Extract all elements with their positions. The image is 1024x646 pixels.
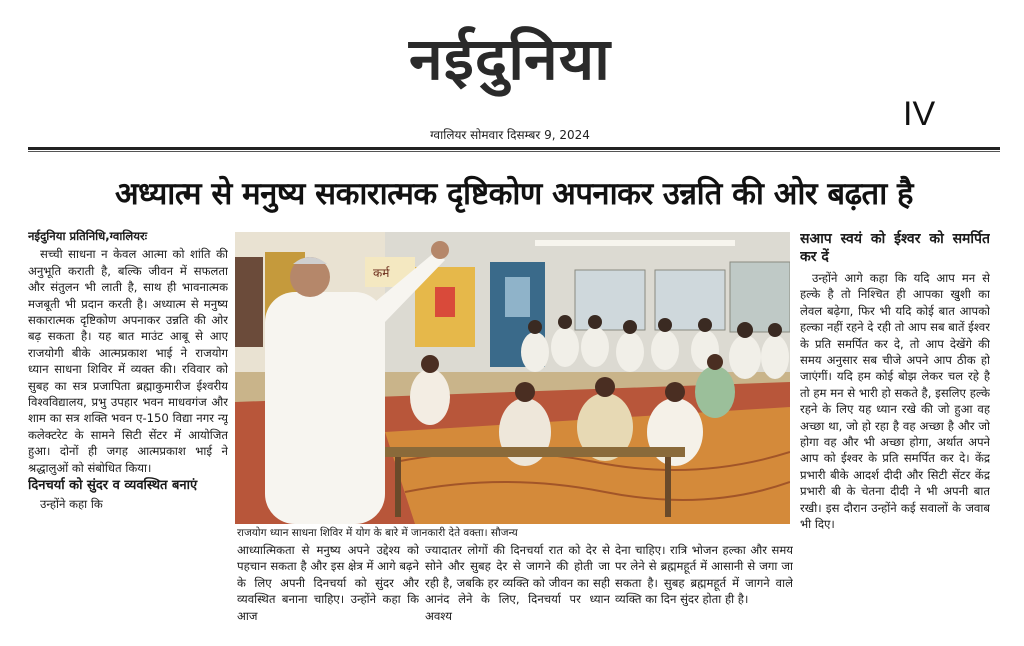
masthead: नईदुनिया — [409, 25, 611, 93]
column-3b-paragraph: देना चाहिए। रात्रि भोजन हल्का और समय पर लेने से ब्रह्ममहूर्त में आसानी से जगा जा सकता है। सुबह ब्रह्ममहूर्त में जागने वाले व्यक्ति का दिन सुंदर होता ही है। — [615, 543, 793, 607]
column-1-subhead: दिनचर्या को सुंदर व व्यवस्थित बनाएं — [28, 478, 198, 494]
byline: नईदुनिया प्रतिनिधि,ग्वालियरः — [28, 229, 148, 243]
column-2-paragraph: आध्यात्मिकता से मनुष्य अपने उद्देश्य को पहचान सकता है और इस क्षेत्र में आगे बढ़ने के लिए अपनी दिनचर्या को सुंदर और व्यवस्थित बनाना चाहिए। उन्होंने कहा कि आज — [237, 543, 419, 623]
dateline: ग्वालियर सोमवार दिसम्बर 9, 2024 — [430, 128, 590, 142]
column-2 — [237, 542, 419, 642]
masthead-rule — [28, 147, 1000, 150]
column-3-paragraph: ज्यादातर लोगों की दिनचर्या रात को देर से सोने और सुबह देर से जागने की होती जा रही है, जबकि हर व्यक्ति को जीवन का सही आनंद लेने के लिए, दिनचर्या पर ध्यान अवश्य — [425, 543, 610, 623]
column-1-paragraph-2: उन्होंने कहा कि — [40, 497, 103, 512]
column-1 — [28, 228, 228, 646]
news-photo — [235, 232, 790, 524]
page-number: IV — [903, 95, 936, 133]
column-3b — [615, 542, 793, 642]
photo-wall-text: कर्म — [373, 266, 390, 280]
column-3 — [425, 542, 610, 642]
column-4 — [800, 228, 990, 638]
column-4-subhead: सआप स्वयं को ईश्वर को समर्पित कर दें — [800, 231, 990, 265]
column-4-paragraph: उन्होंने आगे कहा कि यदि आप मन से हल्के है तो निश्चित ही आपका खुशी का लेवल बढ़ेगा, फिर भी यदि कोई बात आपको हल्का नहीं रहने दे रही तो आप सब बातें ईश्वर के प्रति समर्पित कर दे, तो आप देखेंगे की समय अनुसार सब चीजे अपने आप ठीक हो जाएंगीं। यदि हम कोई बोझ लेकर चल रहे है तो हम मन से भारी हो सकते है, इसलिए हल्के रहने के लिए यह ध्यान रखे की जो हुआ वह अच्छा था, जो हो रहा है वह अच्छा है और जो होगा वह और भी अच्छा होगा, अर्थात अपने आप को ईश्वर के प्रति समर्पित कर दे। केंद्र प्रभारी बीके आदर्श दीदी और सिटी सेंटर केंद्र प्रभारी बी के चेतना दीदी ने भी अपनी बात रखी। इस दौरान उन्होंने कई सवालों के जवाब भी दिए। — [800, 271, 990, 532]
photo-caption: राजयोग ध्यान साधना शिविर में योग के बारे में जानकारी देते वक्ता। सौजन्य — [237, 527, 518, 539]
column-1-paragraph-1: सच्ची साधना न केवल आत्मा को शांति की अनुभूति कराती है, बल्कि जीवन में सफलता और संतुलन भी लाती है, साथ ही भावनात्मक मजबूती भी प्रदान करती है। अध्यात्म से मनुष्य सकारात्मक दृष्टिकोण अपनाकर उन्नति की ओर बढ़ सकता है। यह बात माउंट आबू से आए राजयोगी बीके आत्मप्रकाश भाई ने राजयोग ध्यान साधना शिविर में व्यक्त की। रविवार को सुबह का सत्र प्रजापिता ब्रह्माकुमारीज ईश्वरीय विश्वविद्यालय, प्रभु उपहार भवन माधवगंज और शाम का सत्र शक्ति भवन ए-150 विद्या नगर न्यू कलेक्टरेट के सामने सिटी सेंटर में आयोजित हुआ। दोनों ही जगह आत्मप्रकाश भाई ने श्रद्धालुओं को संबोधित किया। — [28, 247, 228, 475]
headline: अध्यात्म से मनुष्य सकारात्मक दृष्टिकोण अपनाकर उन्नति की ओर बढ़ता है — [114, 176, 914, 212]
masthead-rule-thin — [28, 151, 1000, 152]
